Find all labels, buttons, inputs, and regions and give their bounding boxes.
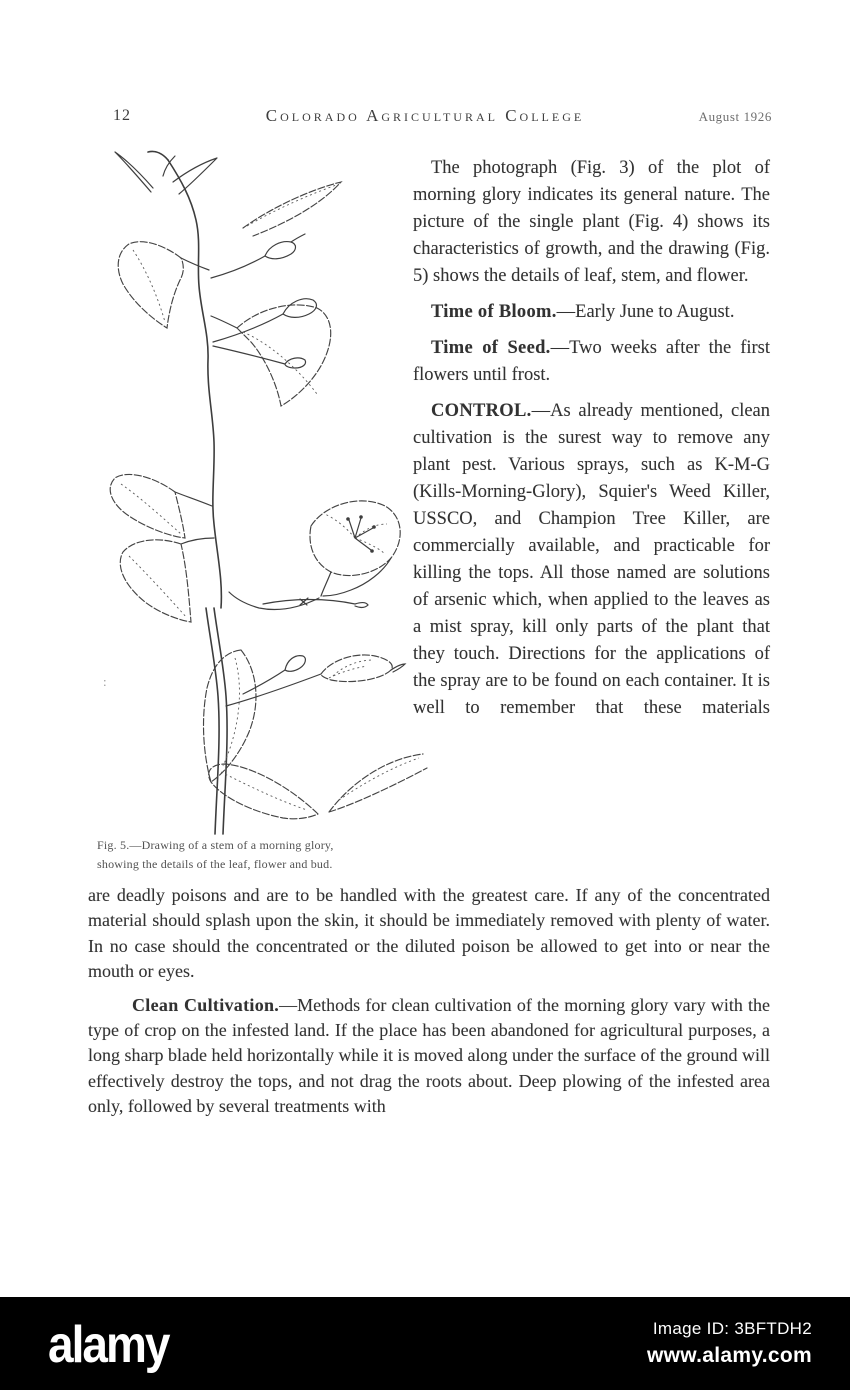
bottom-text-block — [88, 883, 770, 1128]
scan-artifact: : — [103, 674, 107, 689]
time-of-seed-heading: Time of Seed. — [431, 338, 551, 358]
header-date: August 1926 — [698, 109, 772, 124]
page-number: 12 — [113, 107, 131, 124]
alamy-logo: alamy — [48, 1314, 169, 1373]
alamy-url: www.alamy.com — [647, 1344, 812, 1367]
figure-caption — [97, 836, 419, 873]
paragraph-time-of-bloom — [413, 299, 770, 326]
morning-glory-drawing-svg — [93, 146, 429, 838]
paragraph-photograph: The photograph (Fig. 3) of the plot of morning glory indicates its general nature. The picture of the single plant (Fig. 4) shows its characteristics of growth, and the drawing (Fig. 5) shows the details of leaf, stem, and flower. — [413, 158, 770, 286]
control-text: —As already mentioned, clean cultivation is the surest way to remove any plant pest. Various sprays, such as K-M-G (Kills-Morning-Glory), Squier's Weed Killer, USSCO, and Champion Tree Killer, are commercially available, and practicable for killing the tops. All those named are solutions of arsenic which, when applied to the leaves as a mist spray, kill only parts of the plant that they touch. Directions for the applications of the spray are to be found on each container. It is well to remember that these materials — [413, 401, 770, 718]
page-title: Colorado Agricultural College — [265, 106, 585, 125]
right-text-column — [413, 155, 770, 731]
time-of-seed-text: —Two weeks after the first flowers until frost. — [413, 338, 771, 385]
paragraph-control-continuation: are deadly poisons and are to be handled with the greatest care. If any of the concentrated material should splash upon the skin, it should be immediately removed with plenty of water. In no case should the concentrated or the diluted poison be allowed to get into or near the mouth or eyes. — [88, 885, 770, 982]
watermark-info — [647, 1319, 812, 1368]
paragraph-control — [413, 398, 770, 722]
morning-glory-drawing — [93, 146, 429, 838]
clean-cultivation-heading: Clean Cultivation. — [132, 994, 280, 1015]
time-of-bloom-heading: Time of Bloom. — [431, 302, 557, 322]
watermark-bar — [0, 1297, 850, 1390]
clean-cultivation-text: —Methods for clean cultivation of the morning glory vary with the type of crop on the infested land. If the place has been abandoned for agricultural purposes, a long sharp blade held horizontally while it is moved along under the surface of the ground will effectively destroy the tops, and not drag the roots about. Deep plowing of the infested area only, followed by several treatments with — [88, 994, 771, 1117]
figure-caption-line2: showing the details of the leaf, flower and bud. — [97, 856, 333, 871]
paragraph-time-of-seed — [413, 335, 770, 389]
control-heading: CONTROL. — [431, 401, 532, 421]
image-id-label: Image ID: 3BFTDH2 — [652, 1319, 812, 1338]
figure-caption-line1: Fig. 5.—Drawing of a stem of a morning glory, — [97, 838, 334, 852]
time-of-bloom-text: —Early June to August. — [556, 302, 735, 322]
paragraph-clean-cultivation — [88, 993, 770, 1120]
